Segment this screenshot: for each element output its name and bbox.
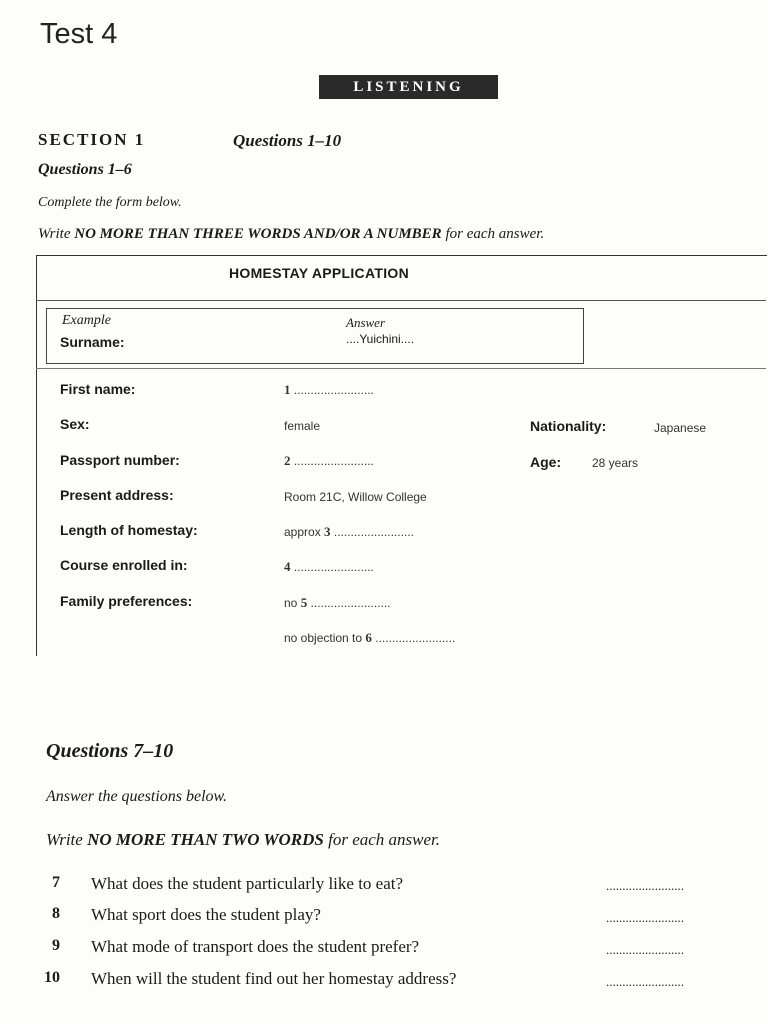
question-number: 4 xyxy=(284,559,291,574)
question-7-text: What does the student particularly like to eat? xyxy=(91,874,404,893)
question-8-text: What sport does the student play? xyxy=(91,905,321,924)
surname-label: Surname: xyxy=(60,334,125,350)
nationality-label: Nationality: xyxy=(530,418,607,434)
question-10-text: When will the student find out her homestay address? xyxy=(91,969,457,988)
word-limit-pre: Write xyxy=(38,226,75,242)
question-9-blank[interactable]: ........................ xyxy=(606,942,684,957)
length-answer[interactable] xyxy=(284,524,414,540)
address-label: Present address: xyxy=(60,487,174,503)
answer-blank: ........................ xyxy=(310,596,391,610)
example-label: Example xyxy=(62,313,111,328)
part2-word-limit xyxy=(46,830,440,850)
question-10-number: 10 xyxy=(44,969,60,986)
section-banner: LISTENING xyxy=(319,75,498,99)
form-header-divider xyxy=(36,300,766,301)
answer-prefix: no xyxy=(284,596,298,610)
first-name-label: First name: xyxy=(60,381,136,397)
first-name-answer[interactable] xyxy=(284,382,374,398)
word-limit-post: for each answer. xyxy=(441,226,545,242)
sex-value: female xyxy=(284,419,321,433)
question-8-blank[interactable]: ........................ xyxy=(606,910,684,925)
question-number: 5 xyxy=(300,595,308,610)
question-number: 6 xyxy=(365,630,372,645)
example-box xyxy=(46,308,584,364)
surname-value: ....Yuichini.... xyxy=(346,332,415,346)
word-limit-bold: NO MORE THAN THREE WORDS AND/OR A NUMBER xyxy=(74,226,442,242)
page-title: Test 4 xyxy=(40,18,118,50)
course-answer[interactable] xyxy=(284,559,374,575)
course-label: Course enrolled in: xyxy=(60,557,188,573)
passport-label: Passport number: xyxy=(60,452,180,468)
part2-heading: Questions 7–10 xyxy=(46,740,174,762)
objection-answer[interactable] xyxy=(284,630,455,646)
question-number: 1 xyxy=(284,382,291,397)
question-7-number: 7 xyxy=(52,874,60,891)
answer-blank: ........................ xyxy=(293,560,374,574)
family-answer[interactable] xyxy=(284,595,391,611)
age-label: Age: xyxy=(530,454,562,470)
word-limit-bold: NO MORE THAN TWO WORDS xyxy=(87,830,324,849)
question-7-blank[interactable]: ........................ xyxy=(606,878,684,893)
answer-blank: ........................ xyxy=(293,383,374,397)
question-9-text: What mode of transport does the student prefer? xyxy=(91,937,420,956)
part1-instruction: Complete the form below. xyxy=(38,195,182,210)
question-9-number: 9 xyxy=(52,937,60,954)
form-title: HOMESTAY APPLICATION xyxy=(229,265,409,281)
answer-blank: ........................ xyxy=(293,454,374,468)
address-value: Room 21C, Willow College xyxy=(284,490,427,504)
answer-label: Answer xyxy=(346,315,385,330)
answer-prefix: approx xyxy=(284,525,321,539)
section-range: Questions 1–10 xyxy=(233,131,342,150)
word-limit-pre: Write xyxy=(46,830,88,849)
part1-heading: Questions 1–6 xyxy=(38,161,132,178)
family-label: Family preferences: xyxy=(60,593,193,609)
part2-instruction: Answer the questions below. xyxy=(46,788,228,805)
question-number: 2 xyxy=(284,453,291,468)
answer-blank: ........................ xyxy=(375,631,456,645)
nationality-value: Japanese xyxy=(654,421,707,435)
age-value: 28 years xyxy=(592,456,639,470)
question-8-number: 8 xyxy=(52,905,60,922)
passport-answer[interactable] xyxy=(284,453,374,469)
answer-blank: ........................ xyxy=(333,525,414,539)
length-label: Length of homestay: xyxy=(60,522,198,538)
part1-word-limit xyxy=(38,226,544,243)
question-number: 3 xyxy=(324,524,331,539)
question-10-blank[interactable]: ........................ xyxy=(606,974,684,989)
example-divider xyxy=(36,368,766,369)
answer-prefix: no objection to xyxy=(284,631,363,645)
word-limit-post: for each answer. xyxy=(323,830,441,849)
sex-label: Sex: xyxy=(60,416,90,432)
section-label: SECTION 1 xyxy=(38,130,146,149)
